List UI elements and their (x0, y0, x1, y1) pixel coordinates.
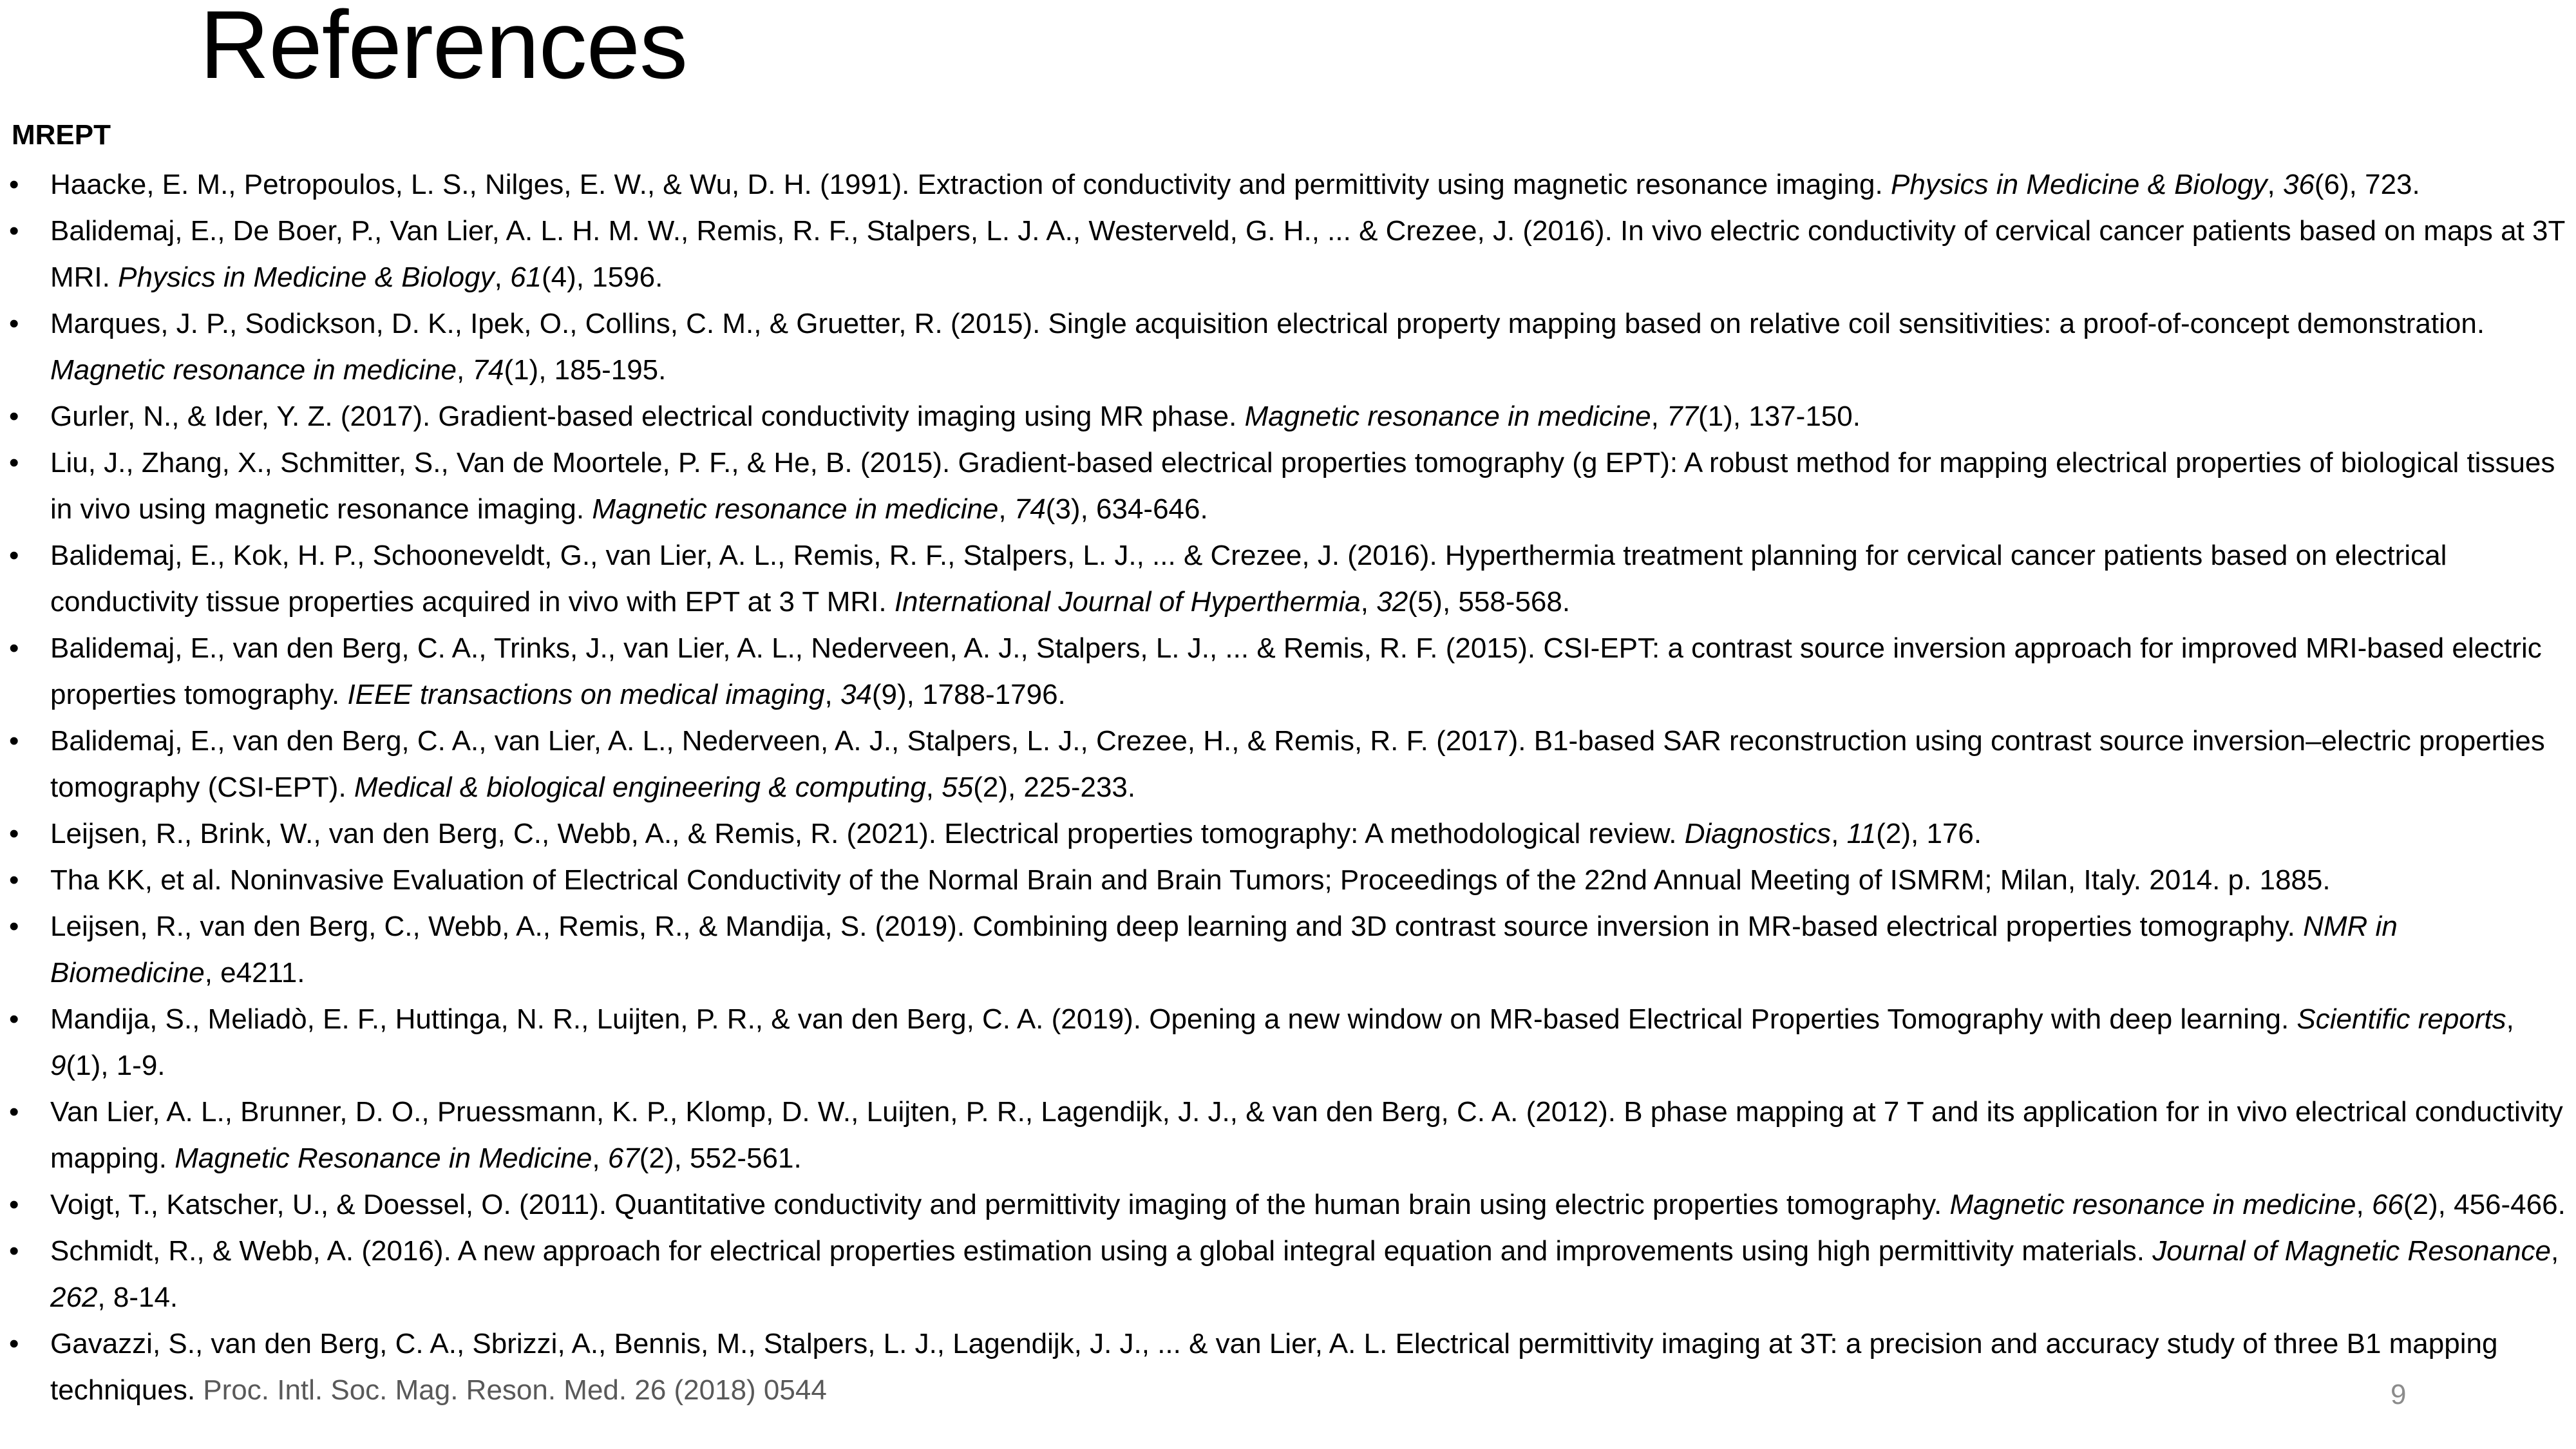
reference-text: Leijsen, R., Brink, W., van den Berg, C., Webb, A., & Remis, R. (2021). Electrical properties tomography: A methodological review. Diagnostics, 11(2), 176. (50, 818, 1982, 849)
slide-number: 9 (2391, 1379, 2407, 1410)
bullet-icon: • (9, 540, 19, 571)
reference-journal: IEEE transactions on medical imaging (347, 679, 825, 710)
reference-text: Mandija, S., Meliadò, E. F., Huttinga, N. R., Luijten, P. R., & van den Berg, C. A. (2019). Opening a new window on MR-based Electrical Properties Tomography with deep learning. Scientific reports, 9(1), 1-9. (50, 1003, 2514, 1081)
reference-authors: Balidemaj, E., Kok, H. P., Schooneveldt, G., van Lier, A. L., Remis, R. F., Stalpers, L. J., ... & Crezee, J. (2016). Hyperthermia treatment planning for cervical cancer patients based on electrical conductivity tissue properties acquired in vivo with EPT at 3 T MRI. (50, 540, 2447, 618)
reference-issue-pages: (2), 176. (1876, 818, 1982, 849)
reference-journal: Diagnostics (1684, 818, 1832, 849)
reference-item (0, 1182, 2566, 1228)
reference-journal: International Journal of Hyperthermia (894, 586, 1361, 618)
reference-authors: Gurler, N., & Ider, Y. Z. (2017). Gradient-based electrical conductivity imaging using MR phase. (50, 401, 1237, 432)
reference-text: Balidemaj, E., van den Berg, C. A., van Lier, A. L., Nederveen, A. J., Stalpers, L. J., Crezee, H., & Remis, R. F. (2017). B1-based SAR reconstruction using contrast source inversion–electric properties tomography (CSI-EPT). Medical & biological engineering & computing, 55(2), 225-233. (50, 725, 2545, 803)
reference-journal: Journal of Magnetic Resonance (2152, 1235, 2552, 1267)
bullet-icon: • (9, 1328, 19, 1359)
reference-text: Haacke, E. M., Petropoulos, L. S., Nilges, E. W., & Wu, D. H. (1991). Extraction of conductivity and permittivity using magnetic resonance imaging. Physics in Medicine & Biology, 36(6), 723. (50, 169, 2420, 200)
reference-journal: Physics in Medicine & Biology (118, 261, 495, 293)
bullet-icon: • (9, 1096, 19, 1128)
bullet-icon: • (9, 632, 19, 664)
reference-volume: 55 (942, 772, 974, 803)
reference-text: Balidemaj, E., Kok, H. P., Schooneveldt, G., van Lier, A. L., Remis, R. F., Stalpers, L. J., ... & Crezee, J. (2016). Hyperthermia treatment planning for cervical cancer patients based on electrical conductivity tissue properties acquired in vivo with EPT at 3 T MRI. International Journal of Hyperthermia, 32(5), 558-568. (50, 540, 2447, 618)
reference-item (0, 1321, 2566, 1414)
reference-text: Marques, J. P., Sodickson, D. K., Ipek, O., Collins, C. M., & Gruetter, R. (2015). Single acquisition electrical property mapping based on relative coil sensitivities: a proof-of-concept demonstration. Magnetic resonance in medicine, 74(1), 185-195. (50, 308, 2485, 386)
reference-authors: Haacke, E. M., Petropoulos, L. S., Nilges, E. W., & Wu, D. H. (1991). Extraction of conductivity and permittivity using magnetic resonance imaging. (50, 169, 1883, 200)
reference-item (0, 857, 2566, 904)
reference-authors: Mandija, S., Meliadò, E. F., Huttinga, N. R., Luijten, P. R., & van den Berg, C. A. (2019). Opening a new window on MR-based Electrical Properties Tomography with deep learning. (50, 1003, 2289, 1035)
reference-issue-pages: (2), 456-466. (2403, 1189, 2566, 1220)
reference-text: Balidemaj, E., van den Berg, C. A., Trinks, J., van Lier, A. L., Nederveen, A. J., Stalpers, L. J., ... & Remis, R. F. (2015). CSI-EPT: a contrast source inversion approach for improved MRI-based electric properties tomography. IEEE transactions on medical imaging, 34(9), 1788-1796. (50, 632, 2542, 710)
reference-issue-pages: (2), 225-233. (973, 772, 1136, 803)
bullet-icon: • (9, 1189, 19, 1220)
reference-volume: 9 (50, 1050, 66, 1081)
reference-journal: Magnetic resonance in medicine (1244, 401, 1651, 432)
bullet-icon: • (9, 401, 19, 432)
reference-authors: Liu, J., Zhang, X., Schmitter, S., Van de Moortele, P. F., & He, B. (2015). Gradient-based electrical properties tomography (g EPT): A robust method for mapping electrical properties of biological tissues in vivo using magnetic resonance imaging. (50, 447, 2555, 525)
slide-title: References (200, 0, 688, 99)
reference-volume: 11 (1846, 818, 1877, 849)
reference-item (0, 533, 2566, 625)
reference-item (0, 393, 2566, 440)
reference-item (0, 1228, 2566, 1321)
bullet-icon: • (9, 864, 19, 896)
bullet-icon: • (9, 308, 19, 339)
reference-volume: 36 (2282, 169, 2315, 200)
reference-text (50, 864, 2331, 896)
reference-text: Liu, J., Zhang, X., Schmitter, S., Van de Moortele, P. F., & He, B. (2015). Gradient-based electrical properties tomography (g EPT): A robust method for mapping electrical properties of biological tissues in vivo using magnetic resonance imaging. Magnetic resonance in medicine, 74(3), 634-646. (50, 447, 2555, 525)
reference-volume: 34 (840, 679, 872, 710)
reference-volume: 77 (1667, 401, 1699, 432)
reference-item (0, 301, 2566, 393)
bullet-icon: • (9, 169, 19, 200)
reference-authors: Balidemaj, E., De Boer, P., Van Lier, A. L. H. M. W., Remis, R. F., Stalpers, L. J. A., Westerveld, G. H., ... & Crezee, J. (2016). In vivo electric conductivity of cervical cancer patients based on maps at 3T MRI. (50, 215, 2565, 293)
reference-text: Gurler, N., & Ider, Y. Z. (2017). Gradient-based electrical conductivity imaging using MR phase. Magnetic resonance in medicine, 77(1), 137-150. (50, 401, 1861, 432)
reference-volume: 61 (510, 261, 542, 293)
reference-authors: Schmidt, R., & Webb, A. (2016). A new approach for electrical properties estimation using a global integral equation and improvements using high permittivity materials. (50, 1235, 2145, 1267)
reference-issue-pages: (1), 1-9. (66, 1050, 166, 1081)
reference-item (0, 162, 2566, 208)
reference-volume: 32 (1376, 586, 1408, 618)
reference-journal: Physics in Medicine & Biology (1891, 169, 2268, 200)
reference-authors: Balidemaj, E., van den Berg, C. A., Trinks, J., van Lier, A. L., Nederveen, A. J., Stalpers, L. J., ... & Remis, R. F. (2015). CSI-EPT: a contrast source inversion approach for improved MRI-based electric properties tomography. (50, 632, 2542, 710)
bullet-icon: • (9, 1003, 19, 1035)
reference-journal: Magnetic resonance in medicine (1949, 1189, 2356, 1220)
reference-issue-pages: (6), 723. (2314, 169, 2420, 200)
reference-item (0, 208, 2566, 301)
bullet-icon: • (9, 818, 19, 849)
reference-list (0, 162, 2566, 1414)
reference-volume: 74 (472, 354, 504, 386)
reference-authors: Tha KK, et al. Noninvasive Evaluation of Electrical Conductivity of the Normal Brain and Brain Tumors; Proceedings of the 22nd Annual Meeting of ISMRM; Milan, Italy. 2014. p. 1885. (50, 864, 2331, 896)
reference-volume: 74 (1014, 493, 1046, 525)
bullet-icon: • (9, 911, 19, 942)
reference-item (0, 904, 2566, 996)
bullet-icon: • (9, 725, 19, 757)
reference-journal: NMR in Biomedicine (50, 911, 2398, 989)
reference-issue-pages: (2), 552-561. (639, 1142, 802, 1174)
reference-item (0, 811, 2566, 857)
bullet-icon: • (9, 447, 19, 478)
reference-volume: 67 (607, 1142, 639, 1174)
reference-authors: Gavazzi, S., van den Berg, C. A., Sbrizzi, A., Bennis, M., Stalpers, L. J., Lagendijk, J. J., ... & van Lier, A. L. Electrical permittivity imaging at 3T: a precision and accuracy study of three B1 mapping techniques. (50, 1328, 2498, 1406)
reference-text: Schmidt, R., & Webb, A. (2016). A new approach for electrical properties estimation using a global integral equation and improvements using high permittivity materials. Journal of Magnetic Resonance, 262, 8-14. (50, 1235, 2559, 1313)
reference-issue-pages: (3), 634-646. (1045, 493, 1208, 525)
reference-authors: Van Lier, A. L., Brunner, D. O., Pruessmann, K. P., Klomp, D. W., Luijten, P. R., Lagendijk, J. J., & van den Berg, C. A. (2012). B phase mapping at 7 T and its application for in vivo electrical conductivity mapping. (50, 1096, 2563, 1174)
reference-item (0, 440, 2566, 533)
reference-journal: Magnetic Resonance in Medicine (175, 1142, 592, 1174)
section-heading: MREPT (12, 119, 111, 151)
reference-authors: Leijsen, R., Brink, W., van den Berg, C., Webb, A., & Remis, R. (2021). Electrical properties tomography: A methodological review. (50, 818, 1677, 849)
reference-journal: Magnetic resonance in medicine (592, 493, 999, 525)
reference-issue-pages: (5), 558-568. (1408, 586, 1571, 618)
reference-issue-pages: (1), 185-195. (504, 354, 667, 386)
reference-authors: Balidemaj, E., van den Berg, C. A., van Lier, A. L., Nederveen, A. J., Stalpers, L. J., Crezee, H., & Remis, R. F. (2017). B1-based SAR reconstruction using contrast source inversion–electric properties tomography (CSI-EPT). (50, 725, 2545, 803)
reference-item (0, 718, 2566, 811)
reference-text: Voigt, T., Katscher, U., & Doessel, O. (2011). Quantitative conductivity and permittivity imaging of the human brain using electric properties tomography. Magnetic resonance in medicine, 66(2), 456-466. (50, 1189, 2566, 1220)
reference-text (50, 1328, 2497, 1406)
reference-journal: Magnetic resonance in medicine (50, 354, 457, 386)
reference-item (0, 996, 2566, 1089)
reference-text: Balidemaj, E., De Boer, P., Van Lier, A. L. H. M. W., Remis, R. F., Stalpers, L. J. A., Westerveld, G. H., ... & Crezee, J. (2016). In vivo electric conductivity of cervical cancer patients based on maps at 3T MRI. Physics in Medicine & Biology, 61(4), 1596. (50, 215, 2565, 293)
reference-item (0, 625, 2566, 718)
reference-venue: Proc. Intl. Soc. Mag. Reson. Med. 26 (2018) 0544 (203, 1374, 827, 1406)
bullet-icon: • (9, 1235, 19, 1267)
reference-volume: 262 (50, 1282, 98, 1313)
reference-journal: Medical & biological engineering & computing (354, 772, 926, 803)
reference-issue-pages: (4), 1596. (542, 261, 663, 293)
reference-text: Van Lier, A. L., Brunner, D. O., Pruessmann, K. P., Klomp, D. W., Luijten, P. R., Lagendijk, J. J., & van den Berg, C. A. (2012). B phase mapping at 7 T and its application for in vivo electrical conductivity mapping. Magnetic Resonance in Medicine, 67(2), 552-561. (50, 1096, 2563, 1174)
reference-authors: Marques, J. P., Sodickson, D. K., Ipek, O., Collins, C. M., & Gruetter, R. (2015). Single acquisition electrical property mapping based on relative coil sensitivities: a proof-of-concept demonstration. (50, 308, 2485, 339)
reference-item (0, 1089, 2566, 1182)
reference-issue-pages: , 8-14. (97, 1282, 178, 1313)
reference-authors: Leijsen, R., van den Berg, C., Webb, A., Remis, R., & Mandija, S. (2019). Combining deep learning and 3D contrast source inversion in MR-based electrical properties tomography. (50, 911, 2295, 942)
reference-text (50, 911, 2398, 989)
bullet-icon: • (9, 215, 19, 247)
reference-journal: Scientific reports (2297, 1003, 2506, 1035)
reference-issue-pages: , e4211. (204, 957, 305, 989)
reference-issue-pages: (9), 1788-1796. (871, 679, 1066, 710)
reference-authors: Voigt, T., Katscher, U., & Doessel, O. (2011). Quantitative conductivity and permittivity imaging of the human brain using electric properties tomography. (50, 1189, 1942, 1220)
reference-volume: 66 (2371, 1189, 2403, 1220)
reference-issue-pages: (1), 137-150. (1698, 401, 1861, 432)
